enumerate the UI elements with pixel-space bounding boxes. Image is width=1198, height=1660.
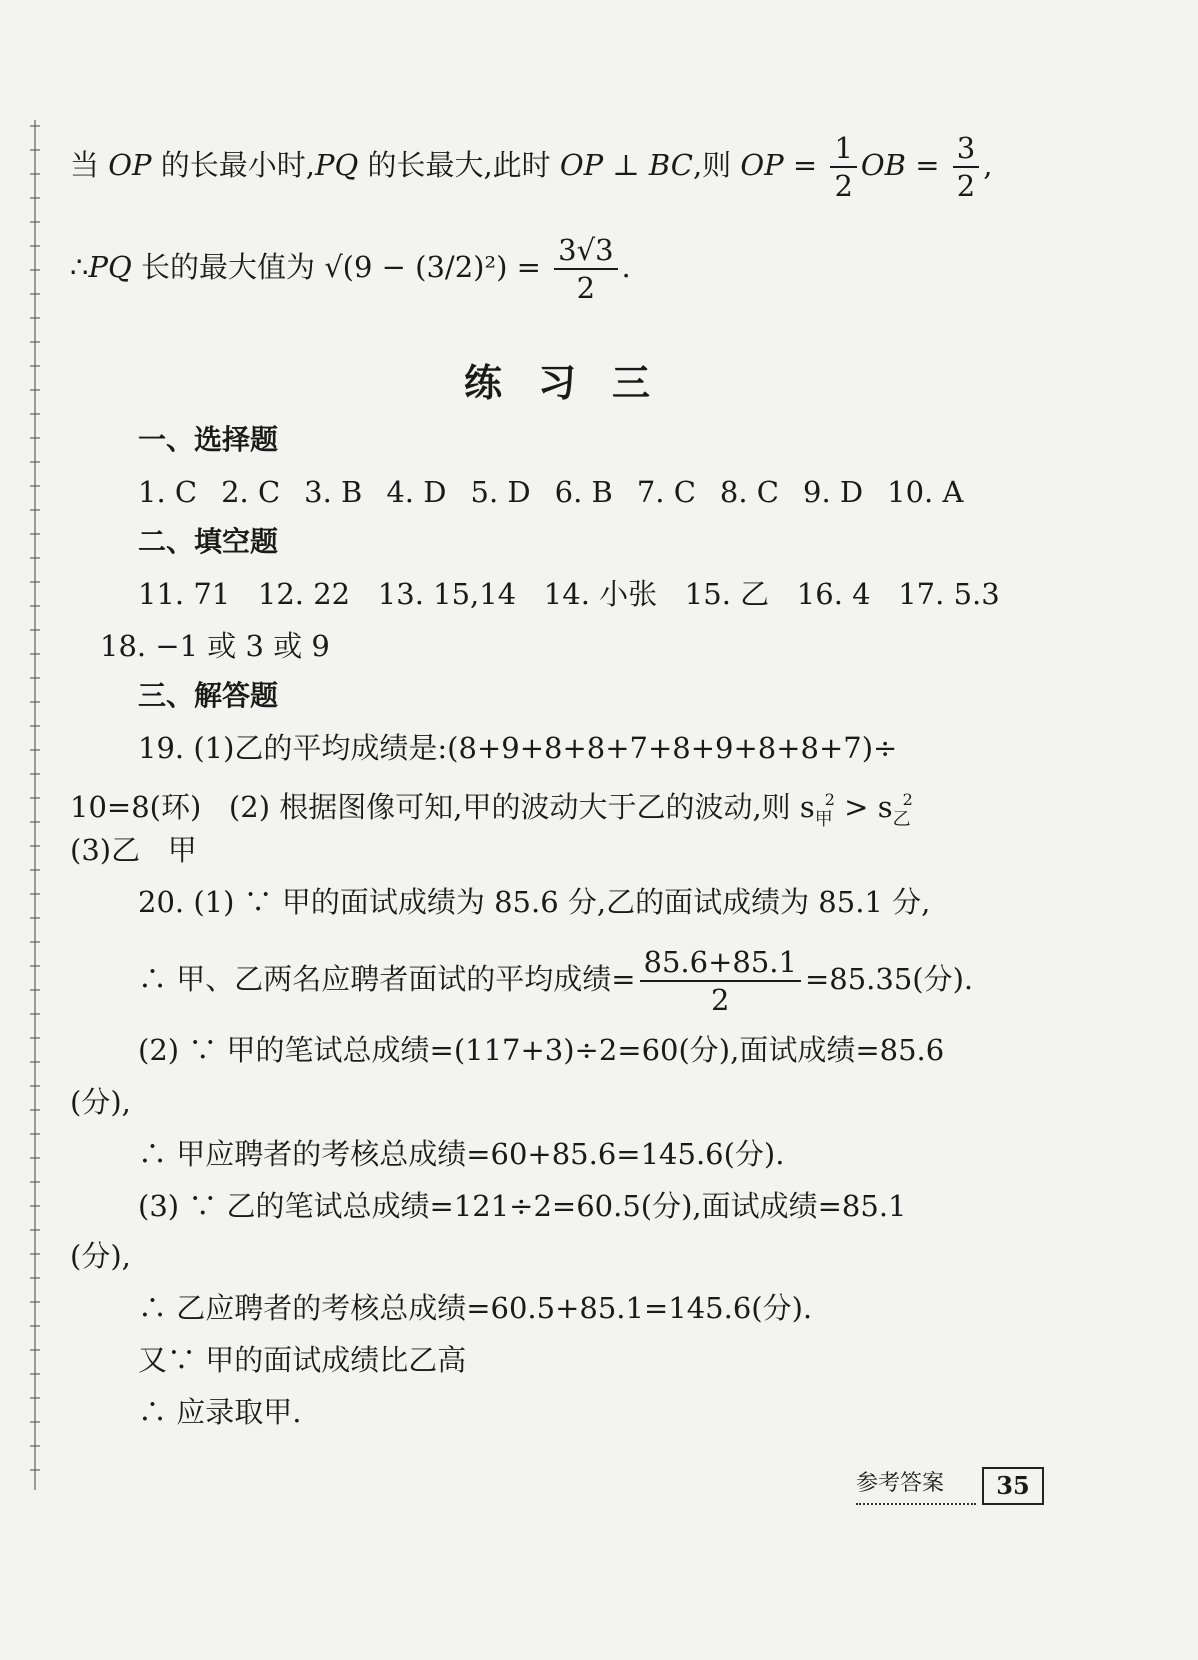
q20-line-6: (3) ∵ 乙的笔试总成绩=121÷2=60.5(分),面试成绩=85.1 bbox=[138, 1189, 907, 1223]
q20-line-3: (2) ∵ 甲的笔试总成绩=(117+3)÷2=60(分),面试成绩=85.6 bbox=[138, 1033, 945, 1067]
text-line-1 bbox=[70, 130, 1078, 204]
fill-answers-2: 18. −1 或 3 或 9 bbox=[100, 629, 330, 663]
choice-answer: 8. C bbox=[719, 475, 779, 509]
subscript: 乙 bbox=[892, 809, 911, 830]
fraction-three-halves bbox=[953, 130, 979, 204]
text: 的长最小时, bbox=[151, 148, 315, 182]
text: 的长最大,此时 bbox=[358, 148, 560, 182]
q20-line-7: (分), bbox=[70, 1239, 131, 1273]
equals: = bbox=[905, 148, 949, 182]
choice-answers bbox=[138, 472, 1078, 512]
q20-line-9: 又∵ 甲的面试成绩比乙高 bbox=[138, 1343, 467, 1377]
math-pq: PQ bbox=[88, 250, 132, 284]
math-ob: OB bbox=[860, 148, 906, 182]
text: > s bbox=[834, 790, 893, 824]
text: ∴ 甲、乙两名应聘者面试的平均成绩= bbox=[138, 962, 636, 996]
math-pq: PQ bbox=[314, 148, 359, 182]
choice-answer: 10. A bbox=[887, 475, 964, 509]
denominator: 2 bbox=[576, 271, 596, 305]
denominator: 2 bbox=[956, 169, 976, 203]
choice-answer: 1. C bbox=[138, 475, 198, 509]
binding-margin bbox=[28, 120, 42, 1490]
choice-answer: 6. B bbox=[554, 475, 613, 509]
equals: = bbox=[783, 148, 827, 182]
superscript: 2 bbox=[824, 790, 835, 809]
text: 长的最大值为 bbox=[131, 250, 325, 284]
text: . bbox=[621, 250, 631, 284]
numerator: 3 bbox=[953, 130, 979, 168]
choice-answer: 3. B bbox=[304, 475, 363, 509]
heading-solve: 三、解答题 bbox=[138, 679, 279, 712]
sqrt-expression: √(9 − (3/2)²) bbox=[324, 250, 508, 284]
page-footer bbox=[856, 1466, 1044, 1505]
text: 10=8(环) (2) 根据图像可知,甲的波动大于乙的波动,则 s bbox=[70, 790, 815, 824]
therefore-symbol: ∴ bbox=[70, 250, 89, 284]
page-number: 35 bbox=[982, 1467, 1044, 1505]
text: ,则 bbox=[692, 148, 741, 182]
text: , bbox=[983, 148, 993, 182]
subscript: 甲 bbox=[814, 809, 833, 830]
superscript: 2 bbox=[902, 790, 913, 809]
q20-line-10: ∴ 应录取甲. bbox=[138, 1395, 302, 1429]
heading-choice: 一、选择题 bbox=[138, 423, 279, 456]
q19-line-3: (3)乙 甲 bbox=[70, 833, 197, 867]
fraction-average bbox=[640, 944, 801, 1018]
math-op: OP bbox=[740, 148, 784, 182]
fill-answers-1: 11. 71 12. 22 13. 15,14 14. 小张 15. 乙 16. 4 17. 5.3 bbox=[138, 577, 1000, 611]
denominator: 2 bbox=[711, 983, 730, 1017]
numerator: 3√3 bbox=[554, 232, 617, 270]
math-perp: OP ⊥ BC bbox=[559, 148, 693, 182]
numerator: 1 bbox=[830, 130, 856, 168]
q20-line-4: (分), bbox=[70, 1085, 131, 1119]
choice-answer: 4. D bbox=[386, 475, 447, 509]
text-line-2 bbox=[70, 232, 1078, 306]
heading-fill: 二、填空题 bbox=[138, 525, 279, 558]
denominator: 2 bbox=[834, 169, 853, 203]
choice-answer: 7. C bbox=[636, 475, 696, 509]
choice-answer: 9. D bbox=[803, 475, 864, 509]
choice-answer: 2. C bbox=[221, 475, 281, 509]
q19-line-1: 19. (1)乙的平均成绩是:(8+9+8+8+7+8+9+8+8+7)÷ bbox=[138, 731, 898, 765]
q20-line-5: ∴ 甲应聘者的考核总成绩=60+85.6=145.6(分). bbox=[138, 1137, 785, 1171]
fraction-half bbox=[830, 130, 856, 204]
q20-line-1: 20. (1) ∵ 甲的面试成绩为 85.6 分,乙的面试成绩为 85.1 分, bbox=[138, 885, 931, 919]
q20-line-2 bbox=[138, 944, 1078, 1018]
fraction-result bbox=[554, 232, 617, 306]
text: 当 bbox=[70, 148, 109, 182]
numerator: 85.6+85.1 bbox=[640, 944, 801, 982]
math-op: OP bbox=[108, 148, 152, 182]
text: =85.35(分). bbox=[804, 962, 974, 996]
section-title: 练习三 bbox=[463, 361, 686, 405]
choice-answer: 5. D bbox=[470, 475, 531, 509]
binding-marks bbox=[28, 120, 42, 1490]
footer-label: 参考答案 bbox=[856, 1466, 976, 1505]
equals: = bbox=[507, 250, 551, 284]
q20-line-8: ∴ 乙应聘者的考核总成绩=60.5+85.1=145.6(分). bbox=[138, 1291, 813, 1325]
